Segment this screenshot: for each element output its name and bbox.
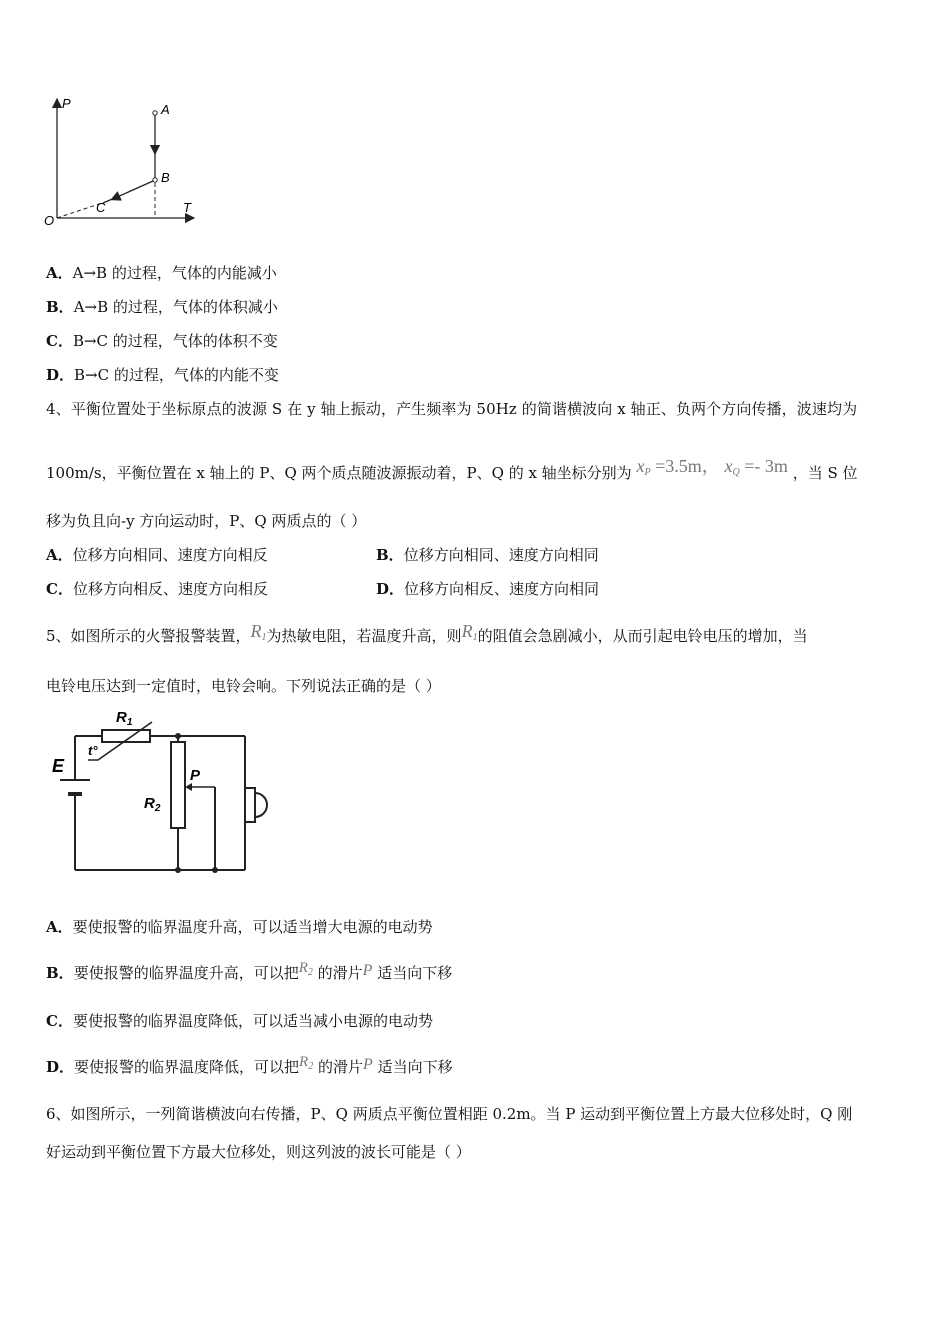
point-b-label: B [161, 170, 170, 185]
q3-option-c: C．B→C 的过程，气体的体积不变 [46, 332, 278, 350]
bell-body [245, 788, 255, 822]
q6-line2: 好运动到平衡位置下方最大位移处，则这列波的波长可能是（ ） [46, 1143, 471, 1161]
bell-dome [255, 793, 267, 817]
xp-formula: $x_P =3.5m$， [636, 456, 720, 478]
q5-option-b: B．要使报警的临界温度升高，可以把$R_2$ 的滑片P 适当向下移 [46, 960, 453, 982]
p-symbol: P [362, 962, 373, 979]
circuit-diagram [40, 700, 280, 880]
e-label: E [52, 756, 65, 776]
pt-graph [40, 95, 240, 235]
xq-formula: $x_Q =- 3m$ [724, 456, 788, 478]
q3-option-b: B．A→B 的过程，气体的体积减小 [46, 298, 278, 316]
r1-label: $R_1$ [116, 709, 133, 728]
q4-option-c: C．位移方向相反、速度方向相反 [46, 580, 268, 598]
q4-line3: 移为负且向-y 方向运动时，P、Q 两质点的（ ） [46, 512, 367, 530]
t-label: t° [88, 743, 98, 758]
y-axis-label: P [62, 96, 71, 111]
point-a-label: A [161, 102, 170, 117]
q5-option-d: D．要使报警的临界温度降低，可以把$R_2$ 的滑片P 适当向下移 [46, 1054, 453, 1076]
point-c-label: C [96, 200, 106, 215]
p-label: P [190, 767, 201, 784]
r2-symbol: $R_2$ [298, 960, 313, 978]
point-b [153, 178, 157, 182]
q4-line1: 4、平衡位置处于坐标原点的波源 S 在 y 轴上振动，产生频率为 50Hz 的简谐横波向 x 轴正、负两个方向传播，波速均为 [46, 400, 858, 418]
r2-rheostat [171, 742, 185, 828]
q5-line1: 5、如图所示的火警报警装置，$R_1$为热敏电阻，若温度升高，则$R_1$的阻值会急剧减小，从而引起电铃电压的增加，当 [46, 621, 808, 645]
p-symbol-2: P [363, 1056, 373, 1073]
r2-label: $R_2$ [144, 795, 161, 814]
point-a [153, 111, 157, 115]
q5-option-a: A．要使报警的临界温度升高，可以适当增大电源的电动势 [46, 918, 433, 936]
q3-option-a: A．A→B 的过程，气体的内能减小 [46, 264, 277, 282]
q4-option-b: B．位移方向相同、速度方向相同 [376, 546, 599, 564]
q5-option-c: C．要使报警的临界温度降低，可以适当减小电源的电动势 [46, 1012, 433, 1030]
r1-symbol-2: $R_1$ [461, 621, 478, 643]
x-axis-label: T [183, 200, 191, 215]
bc-line [115, 181, 153, 198]
q3-option-d: D．B→C 的过程，气体的内能不变 [46, 366, 279, 384]
r2-symbol-2: $R_2$ [299, 1054, 314, 1072]
origin-label: O [44, 213, 55, 228]
q4-option-d: D．位移方向相反、速度方向相同 [376, 580, 600, 598]
q4-line2: 100m/s，平衡位置在 x 轴上的 P、Q 两个质点随波源振动着，P、Q 的 x 轴坐标分别为 $x_P =3.5m$， $x_Q =- 3m$ ，当 S 位 [46, 456, 858, 482]
q5-line2: 电铃电压达到一定值时，电铃会响。下列说法正确的是（ ） [46, 677, 441, 695]
q4-option-a: A．位移方向相同、速度方向相反 [46, 546, 268, 564]
r1-symbol: $R_1$ [250, 621, 267, 643]
q6-line1: 6、如图所示，一列简谐横波向右传播，P、Q 两质点平衡位置相距 0.2m。当 P 运动到平衡位置上方最大位移处时，Q 刚 [46, 1105, 853, 1123]
